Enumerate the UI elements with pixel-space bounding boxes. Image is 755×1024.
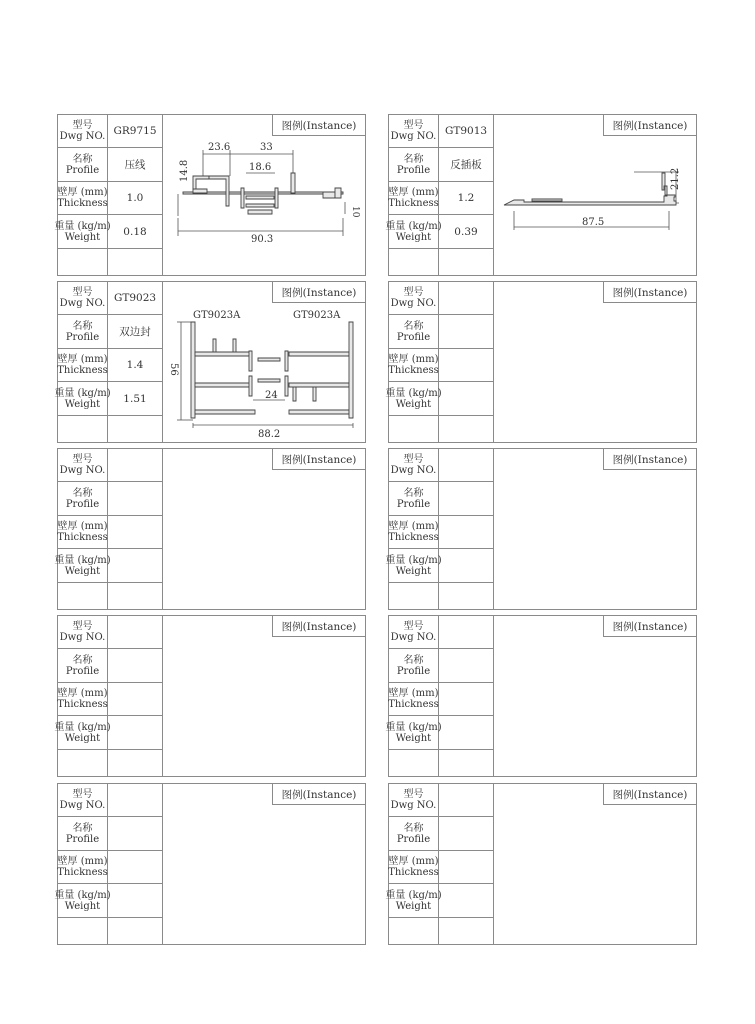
instance-label: 图例(Instance) <box>603 784 696 805</box>
weight-label <box>385 549 442 583</box>
profile-value <box>439 649 494 683</box>
weight-label-en: Weight <box>395 732 432 744</box>
gt9013-dim-1: 21.2 <box>670 167 681 190</box>
instance-label: 图例(Instance) <box>272 449 365 470</box>
instance-label: 图例(Instance) <box>603 282 696 303</box>
weight-value: 0.39 <box>439 215 494 249</box>
dwg-value <box>439 784 494 817</box>
gt9023-dim-height: 56 <box>168 363 179 376</box>
gt9013-section-drawing <box>494 136 696 275</box>
weight-label <box>54 716 111 750</box>
weight-label <box>385 716 442 750</box>
dwg-label-en: Dwg NO. <box>59 298 106 309</box>
dwg-label <box>58 616 108 649</box>
gt9013-dim-2: 87.5 <box>582 217 605 228</box>
weight-label <box>385 215 442 249</box>
instance-label: 图例(Instance) <box>272 282 365 303</box>
gr9715-section-drawing <box>163 136 365 275</box>
profile-label-en: Profile <box>65 498 100 510</box>
weight-label-cn: 重量 (kg/m) <box>54 220 111 232</box>
blank-label <box>58 416 108 443</box>
profile-label <box>58 649 108 683</box>
weight-label-cn: 重量 (kg/m) <box>54 387 111 399</box>
weight-value <box>108 716 163 750</box>
profile-label-cn: 名称 <box>72 487 93 499</box>
blank-value <box>439 918 494 945</box>
profile-value <box>439 482 494 516</box>
blank-label <box>389 750 439 777</box>
instance-label: 图例(Instance) <box>272 115 365 136</box>
profile-label <box>58 482 108 516</box>
thickness-label <box>389 683 439 716</box>
blank-value <box>439 416 494 443</box>
profile-label-en: Profile <box>396 665 431 677</box>
weight-label-cn: 重量 (kg/m) <box>54 721 111 733</box>
instance-label: 图例(Instance) <box>603 115 696 136</box>
thickness-value <box>108 683 163 716</box>
thickness-label-en: Thickness <box>388 867 439 878</box>
weight-label-en: Weight <box>395 231 432 243</box>
profile-drawing <box>494 805 696 944</box>
weight-label-en: Weight <box>64 900 101 912</box>
weight-label <box>54 382 111 416</box>
profile-card-3 <box>54 281 366 443</box>
profile-label-cn: 名称 <box>403 153 424 165</box>
thickness-label <box>58 516 108 549</box>
weight-value <box>439 716 494 750</box>
thickness-label <box>58 182 108 215</box>
dwg-label <box>389 616 439 649</box>
profile-drawing <box>494 136 696 275</box>
dwg-label <box>389 449 439 482</box>
thickness-label-cn: 壁厚 (mm) <box>57 688 108 699</box>
gr9715-dim-3: 14.8 <box>179 159 190 182</box>
thickness-label-en: Thickness <box>57 699 108 710</box>
blank-value <box>108 583 163 610</box>
blank-value <box>108 918 163 945</box>
dwg-value <box>108 616 163 649</box>
weight-label-cn: 重量 (kg/m) <box>385 387 442 399</box>
dwg-label-en: Dwg NO. <box>59 632 106 643</box>
thickness-value <box>439 851 494 884</box>
profile-label-cn: 名称 <box>403 654 424 666</box>
dwg-value <box>108 449 163 482</box>
dwg-label-cn: 型号 <box>72 120 93 131</box>
dwg-label <box>58 449 108 482</box>
profile-label <box>389 649 439 683</box>
gr9715-dim-2: 33 <box>260 142 273 153</box>
profile-label <box>389 817 439 851</box>
profile-label-en: Profile <box>65 164 100 176</box>
weight-label-en: Weight <box>64 231 101 243</box>
blank-value <box>439 750 494 777</box>
thickness-label-en: Thickness <box>388 699 439 710</box>
weight-label-en: Weight <box>395 565 432 577</box>
thickness-value: 1.2 <box>439 182 494 215</box>
thickness-label-cn: 壁厚 (mm) <box>57 354 108 365</box>
thickness-value <box>439 516 494 549</box>
dwg-label <box>389 282 439 315</box>
dwg-label-cn: 型号 <box>403 789 424 800</box>
profile-drawing <box>494 470 696 609</box>
instance-label: 图例(Instance) <box>272 616 365 637</box>
weight-value: 0.18 <box>108 215 163 249</box>
profile-label-en: Profile <box>65 665 100 677</box>
gt9023-label-left: GT9023A <box>193 310 241 321</box>
dwg-label-en: Dwg NO. <box>390 632 437 643</box>
profile-drawing <box>163 805 365 944</box>
profile-value <box>108 482 163 516</box>
dwg-value <box>108 784 163 817</box>
thickness-value: 1.4 <box>108 349 163 382</box>
profile-label-cn: 名称 <box>72 654 93 666</box>
profile-value: 反插板 <box>439 148 494 182</box>
weight-label-cn: 重量 (kg/m) <box>54 554 111 566</box>
dwg-label <box>58 115 108 148</box>
thickness-label-cn: 壁厚 (mm) <box>388 354 439 365</box>
weight-label-en: Weight <box>64 398 101 410</box>
thickness-value <box>108 851 163 884</box>
blank-label <box>389 583 439 610</box>
dwg-label-en: Dwg NO. <box>390 800 437 811</box>
blank-value <box>439 249 494 276</box>
profile-label <box>389 482 439 516</box>
gt9023-label-right: GT9023A <box>293 310 341 321</box>
thickness-label <box>58 851 108 884</box>
profile-value <box>439 817 494 851</box>
blank-value <box>439 583 494 610</box>
weight-label-cn: 重量 (kg/m) <box>385 889 442 901</box>
dwg-value: GT9023 <box>108 282 163 315</box>
gr9715-dim-6: 90.3 <box>251 234 274 245</box>
profile-drawing <box>494 303 696 442</box>
dwg-label-cn: 型号 <box>72 287 93 298</box>
thickness-label-en: Thickness <box>388 532 439 543</box>
weight-label <box>54 884 111 918</box>
profile-card-9 <box>54 783 366 945</box>
weight-label-cn: 重量 (kg/m) <box>385 554 442 566</box>
weight-value <box>439 382 494 416</box>
thickness-label-en: Thickness <box>388 198 439 209</box>
weight-value: 1.51 <box>108 382 163 416</box>
gr9715-dim-5: 10 <box>350 206 360 218</box>
thickness-label-cn: 壁厚 (mm) <box>57 856 108 867</box>
profile-label <box>389 148 439 182</box>
blank-label <box>58 249 108 276</box>
thickness-value <box>439 683 494 716</box>
profile-label <box>58 148 108 182</box>
gr9715-dim-1: 23.6 <box>208 142 231 153</box>
thickness-label <box>389 349 439 382</box>
thickness-label-en: Thickness <box>57 532 108 543</box>
thickness-label-en: Thickness <box>388 365 439 376</box>
thickness-label-cn: 壁厚 (mm) <box>388 688 439 699</box>
profile-label-en: Profile <box>65 331 100 343</box>
dwg-label-cn: 型号 <box>72 621 93 632</box>
dwg-label <box>389 115 439 148</box>
weight-label-cn: 重量 (kg/m) <box>54 889 111 901</box>
dwg-label-en: Dwg NO. <box>59 800 106 811</box>
dwg-label-en: Dwg NO. <box>59 131 106 142</box>
profile-drawing <box>163 470 365 609</box>
profile-label-cn: 名称 <box>72 320 93 332</box>
thickness-label-en: Thickness <box>57 867 108 878</box>
profile-label-en: Profile <box>396 498 431 510</box>
profile-card-2 <box>385 114 697 276</box>
gt9023-section-drawing <box>163 303 365 442</box>
thickness-value: 1.0 <box>108 182 163 215</box>
weight-value <box>439 549 494 583</box>
dwg-value: GT9013 <box>439 115 494 148</box>
dwg-label <box>389 784 439 817</box>
instance-label: 图例(Instance) <box>272 784 365 805</box>
weight-label-en: Weight <box>395 900 432 912</box>
dwg-label-cn: 型号 <box>403 454 424 465</box>
thickness-label-cn: 壁厚 (mm) <box>57 187 108 198</box>
profile-card-7 <box>54 615 366 777</box>
profile-card-1 <box>54 114 366 276</box>
dwg-label <box>58 784 108 817</box>
profile-label-en: Profile <box>396 331 431 343</box>
weight-label <box>54 215 111 249</box>
profile-card-4 <box>385 281 697 443</box>
profile-label <box>58 315 108 349</box>
profile-value <box>439 315 494 349</box>
instance-label: 图例(Instance) <box>603 449 696 470</box>
profile-label-en: Profile <box>65 833 100 845</box>
profile-label-en: Profile <box>396 164 431 176</box>
profile-label-cn: 名称 <box>72 822 93 834</box>
profile-drawing <box>494 637 696 776</box>
profile-value <box>108 649 163 683</box>
dwg-value <box>439 282 494 315</box>
weight-value <box>108 884 163 918</box>
thickness-label-cn: 壁厚 (mm) <box>57 521 108 532</box>
profile-label <box>389 315 439 349</box>
profile-value: 压线 <box>108 148 163 182</box>
thickness-label <box>58 349 108 382</box>
thickness-label-cn: 壁厚 (mm) <box>388 187 439 198</box>
thickness-label-en: Thickness <box>57 365 108 376</box>
thickness-label-cn: 壁厚 (mm) <box>388 856 439 867</box>
blank-label <box>58 583 108 610</box>
profile-label-cn: 名称 <box>72 153 93 165</box>
thickness-label-cn: 壁厚 (mm) <box>388 521 439 532</box>
thickness-label <box>389 851 439 884</box>
dwg-value <box>439 616 494 649</box>
profile-label <box>58 817 108 851</box>
weight-label-en: Weight <box>395 398 432 410</box>
dwg-label <box>58 282 108 315</box>
dwg-label-en: Dwg NO. <box>59 465 106 476</box>
blank-value <box>108 416 163 443</box>
dwg-label-cn: 型号 <box>403 621 424 632</box>
profile-label-en: Profile <box>396 833 431 845</box>
thickness-label-en: Thickness <box>57 198 108 209</box>
profile-card-5 <box>54 448 366 610</box>
blank-label <box>58 918 108 945</box>
blank-label <box>58 750 108 777</box>
dwg-label-en: Dwg NO. <box>390 465 437 476</box>
profile-card-8 <box>385 615 697 777</box>
thickness-label <box>389 516 439 549</box>
weight-label-cn: 重量 (kg/m) <box>385 220 442 232</box>
weight-value <box>439 884 494 918</box>
blank-label <box>389 918 439 945</box>
dwg-label-cn: 型号 <box>72 454 93 465</box>
profile-label-cn: 名称 <box>403 822 424 834</box>
weight-label <box>385 884 442 918</box>
weight-label <box>54 549 111 583</box>
dwg-label-cn: 型号 <box>72 789 93 800</box>
profile-label-cn: 名称 <box>403 320 424 332</box>
blank-label <box>389 416 439 443</box>
gr9715-dim-4: 18.6 <box>249 162 272 173</box>
profile-card-6 <box>385 448 697 610</box>
profile-drawing <box>163 303 365 442</box>
blank-label <box>389 249 439 276</box>
gt9023-dim-width: 88.2 <box>258 429 281 440</box>
profile-label-cn: 名称 <box>403 487 424 499</box>
weight-value <box>108 549 163 583</box>
thickness-label <box>389 182 439 215</box>
dwg-value <box>439 449 494 482</box>
thickness-value <box>439 349 494 382</box>
dwg-label-en: Dwg NO. <box>390 131 437 142</box>
dwg-value: GR9715 <box>108 115 163 148</box>
blank-value <box>108 249 163 276</box>
dwg-label-cn: 型号 <box>403 120 424 131</box>
blank-value <box>108 750 163 777</box>
weight-label-en: Weight <box>64 565 101 577</box>
thickness-value <box>108 516 163 549</box>
profile-value: 双边封 <box>108 315 163 349</box>
profile-card-10 <box>385 783 697 945</box>
thickness-label <box>58 683 108 716</box>
weight-label <box>385 382 442 416</box>
profile-drawing <box>163 637 365 776</box>
profile-value <box>108 817 163 851</box>
weight-label-en: Weight <box>64 732 101 744</box>
gt9023-dim-24: 24 <box>265 390 278 401</box>
profile-drawing <box>163 136 365 275</box>
weight-label-cn: 重量 (kg/m) <box>385 721 442 733</box>
instance-label: 图例(Instance) <box>603 616 696 637</box>
dwg-label-en: Dwg NO. <box>390 298 437 309</box>
dwg-label-cn: 型号 <box>403 287 424 298</box>
